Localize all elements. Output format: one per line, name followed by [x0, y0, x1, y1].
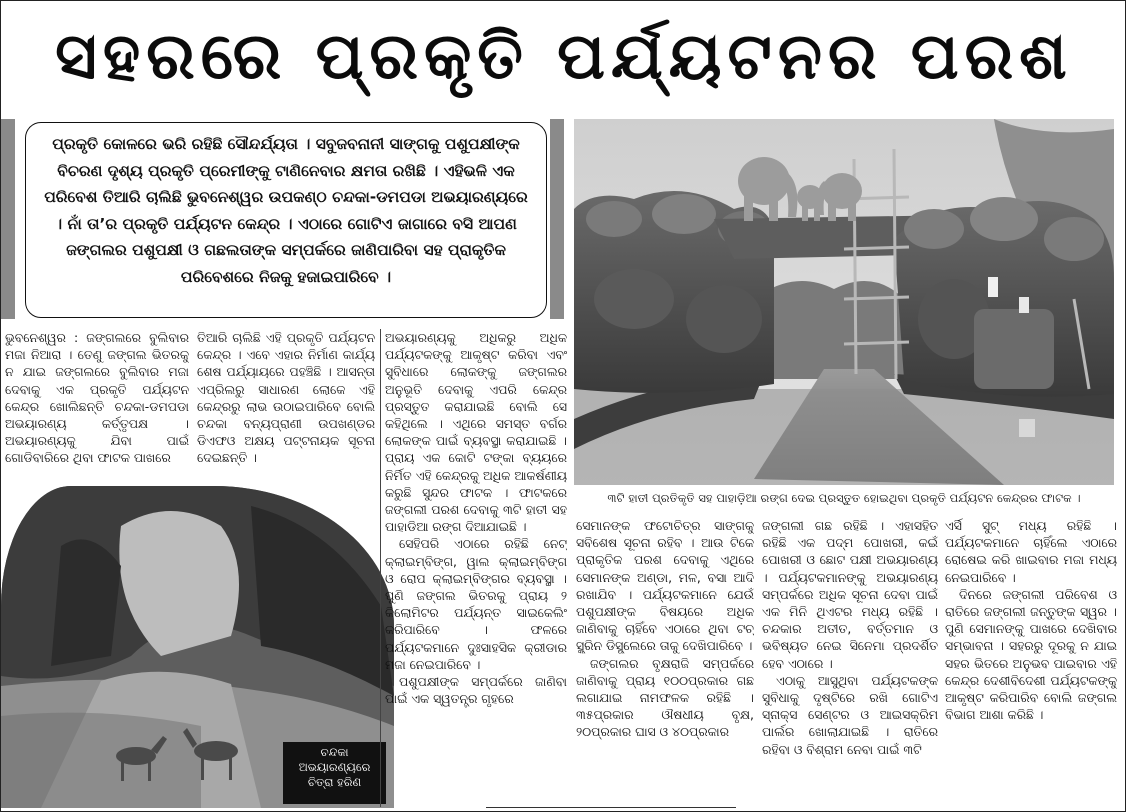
paragraph: ପଶୁପକ୍ଷୀଙ୍କ ସମ୍ପର୍କରେ ଜାଣିବା ପାଇଁ ଏକ ସ୍ୱତନ୍ତ୍ର ଗୃହରେ — [385, 674, 567, 707]
gate-image — [574, 119, 1114, 485]
intro-left-bar — [1, 119, 15, 319]
paragraph: ଏଠାକୁ ଆସୁଥିବା ପର୍ଯ୍ୟଟକଙ୍କ ସୁବିଧାକୁ ଦୃଷ୍ଟିରେ ରଖି ଗୋଟିଏ ସ୍ନାକ୍ସ ସେଣ୍ଟର ଓ ଆଇସକ୍ରିମ ପାର୍ଲର ଖୋଲାଯାଇଛି । ରାତିରେ ରହିବା ଓ ବିଶ୍ରାମ ନେବା ପାଇଁ ୩ଟି — [762, 672, 938, 757]
article-column-3 — [385, 329, 567, 807]
deer-photo-caption: ଚନ୍ଦକା ଅଭୟାରଣ୍ୟରେ ଚିତ୍ରା ହରିଣ — [283, 742, 386, 804]
paragraph: ଜଙ୍ଗଲର ବୃକ୍ଷରାଜି ସମ୍ପର୍କରେ ଜାଣିବାକୁ ପ୍ରାୟ ୧୦୦ପ୍ରକାର ଗଛ ଲଗାଯାଇ ନାମଫଳକ ରହିଛି । ୩୫ପ୍ରକାର ଔଷଧୀୟ ବୃକ୍ଷ, ୨୦ପ୍ରକାର ଘାସ ଓ ୪୦ପ୍ରକାର — [576, 655, 754, 740]
headline: ସହରରେ ପ୍ରକୃତି ପର୍ଯ୍ୟଟନର ପରଶ — [55, 20, 1073, 94]
paragraph: ଅଭୟାରଣ୍ୟକୁ ଅଧିକରୁ ଅଧିକ ପର୍ଯ୍ୟଟକଙ୍କୁ ଆକୃଷ୍ଟ କରିବା ଏବଂ ସୁବିଧାରେ ଲୋକଙ୍କୁ ଜଙ୍ଗଲର ଅନୁଭୂତି ଦେବାକୁ ଏପରି କେନ୍ଦ୍ର ପ୍ରସ୍ତୁତ କରାଯାଇଛି ବୋଲି ସେ କହିଥିଲେ । ଏଥିରେ ସମସ୍ତ ବର୍ଗର ଲୋକଙ୍କ ପାଇଁ ବ୍ୟବସ୍ଥା କରାଯାଇଛି । ପ୍ରାୟ ଏକ କୋଟି ଟଙ୍କା ବ୍ୟୟରେ ନିର୍ମିତ ଏହି କେନ୍ଦ୍ରକୁ ଅଧିକ ଆକର୍ଷଣୀୟ କରୁଛି ସୁନ୍ଦର ଫାଟକ । ଫାଟକରେ ଜଙ୍ଗଲୀ ପରଶ ଦେବାକୁ ୩ଟି ହାତୀ ସହ ପାହାଡିଆ ରଙ୍ଗ ଦିଆଯାଇଛି । — [385, 330, 567, 535]
intro-box: ପ୍ରକୃତି କୋଳରେ ଭରି ରହିଛି ସୌନ୍ଦର୍ଯ୍ୟତା । ସବୁଜବନାନୀ ସାଙ୍ଗକୁ ପଶୁପକ୍ଷୀଙ୍କ ବିଚରଣ ଦୃଶ୍ୟ ପ୍ରକୃତି ପ୍ରେମୀଙ୍କୁ ଟାଣିନେବାର କ୍ଷମତା ରଖିଛି । ଏହିଭଳି ଏକ ପରିବେଶ ତିଆରି ଚାଲିଛି ଭୁବନେଶ୍ୱର ଉପକଣ୍ଠ ଚନ୍ଦକା-ଡମପଡା ଅଭୟାରଣ୍ୟରେ । ନାଁ ତା’ର ପ୍ରକୃତି ପର୍ଯ୍ୟଟନ କେନ୍ଦ୍ର । ଏଠାରେ ଗୋଟିଏ ଜାଗାରେ ବସି ଆପଣ ଜଙ୍ଗଲର ପଶୁପକ୍ଷୀ ଓ ଗଛଲତାଙ୍କ ସମ୍ପର୍କରେ ଜାଣିପାରିବା ସହ ପ୍ରାକୃତିକ ପରିବେଶରେ ନିଜକୁ ହଜାଇପାରିବେ । — [25, 122, 547, 318]
intro-right-bar — [550, 119, 564, 319]
paragraph: ସେମାନଙ୍କ ଫଟୋଚିତ୍ର ସାଙ୍ଗକୁ ସବିଶେଷ ସୂଚନା ରହିବ । ଆଉ ଟିକେ ପ୍ରାକୃତିକ ପରଶ ଦେବାକୁ ଏଥିରେ ସେମାନଙ୍କ ଅଣ୍ଡା, ମଳ, ବସା ଆଦି ରଖାଯିବ । ପର୍ଯ୍ୟଟକମାନେ ଯେଉଁ ପଶୁପକ୍ଷୀଙ୍କ ବିଷୟରେ ଅଧିକ ଜାଣିବାକୁ ଚାହିଁବେ ଏଠାରେ ଥିବା ଟଚ୍ ସ୍କ୍ରିନ ଡିସ୍ପ୍ଲେରେ ତାକୁ ଦେଖିପାରିବେ । — [576, 518, 754, 654]
gate-photo-caption: ୩ଟି ହାତୀ ପ୍ରତିକୃତି ସହ ପାହାଡ଼ିଆ ରଙ୍ଗ ଦେଇ ପ୍ରସ୍ତୁତ ହୋଇଥିବା ପ୍ରକୃତି ପର୍ଯ୍ୟଟନ କେନ୍ଦ୍ରର ଫାଟକ । — [607, 491, 1081, 505]
paragraph: ଦିନରେ ଜଙ୍ଗଲୀ ପରିବେଶ ଓ ରାତିରେ ଜଙ୍ଗଲୀ ଜନ୍ତୁଙ୍କ ସ୍ୱର । ପୁଣି ସେମାନଙ୍କୁ ପାଖରେ ଦେଖିବାର ସମ୍ଭାବନା । ସହରରୁ ଦୂରକୁ ନ ଯାଇ ସହର ଭିତରେ ଅନୁଭବ ପାଇବାର ଏହି କେନ୍ଦ୍ର ଦେଶୀବିଦେଶୀ ପର୍ଯ୍ୟଟକଙ୍କୁ ଆକୃଷ୍ଟ କରିପାରିବ ବୋଲି ଜଙ୍ଗଲ ବିଭାଗ ଆଶା କରିଛି । — [945, 586, 1117, 723]
paragraph: ଭୁବନେଶ୍ୱର : ଜଙ୍ଗଲରେ ବୁଲିବାର ମଜା ନିଆରା । ତେଣୁ ଜଙ୍ଗଲ ଭିତରକୁ ନ ଯାଇ ଜଙ୍ଗଲରେ ବୁଲିବାର ମଜା ଦେବାକୁ ଏକ ପ୍ରକୃତି ପର୍ଯ୍ୟଟନ କେନ୍ଦ୍ର ଖୋଲିଛନ୍ତି ଚନ୍ଦକା-ଡମପଡା ଅଭୟାରଣ୍ୟ କର୍ତ୍ତୃପକ୍ଷ । ଅଭୟାରଣ୍ୟକୁ ଯିବା ପାଇଁ ଗୋଡିବାରିରେ ଥିବା ଫାଟକ ପାଖରେ — [5, 330, 189, 466]
paragraph: ତିଆରି ଚାଲିଛି ଏହି ପ୍ରକୃତି ପର୍ଯ୍ୟଟନ କେନ୍ଦ୍ର । ଏବେ ଏହାର ନିର୍ମାଣ କାର୍ଯ୍ୟ ଶେଷ ପର୍ଯ୍ୟାୟରେ ପହଞ୍ଚିଛି । ଆସନ୍ତା ଏପ୍ରିଲରୁ ସାଧାରଣ ଲୋକେ ଏହି କେନ୍ଦ୍ରରୁ ଲାଭ ଉଠାଇପାରିବେ ବୋଲି ଚନ୍ଦକା ବନ୍ୟପ୍ରାଣୀ ଉପଖଣ୍ଡର ଡିଏଫଓ ଅକ୍ଷୟ ପଟ୍ଟନାୟକ ସୂଚନା ଦେଇଛନ୍ତି । — [197, 330, 375, 466]
article-column-4 — [576, 517, 754, 807]
article-column-6 — [945, 517, 1117, 807]
article-column-2 — [197, 329, 375, 479]
column-divider — [380, 329, 381, 807]
paragraph: ଜଙ୍ଗଲୀ ଗଛ ରହିଛି । ଏହାସହିତ ରହିଛି ଏକ ପଦ୍ମ ପୋଖରୀ, କଇଁ ପୋଖରୀ ଓ ଛୋଟ ପକ୍ଷୀ ଅଭୟାରଣ୍ୟ । ପର୍ଯ୍ୟଟକମାନଙ୍କୁ ଅଭୟାରଣ୍ୟ ସମ୍ପର୍କରେ ଅଧିକ ସୂଚନା ଦେବା ପାଇଁ ଏକ ମିନି ଥିଏଟର ମଧ୍ୟ ରହିଛି । ଚନ୍ଦକାର ଅତୀତ, ବର୍ତ୍ତମାନ ଓ ଭବିଷ୍ୟତ ନେଇ ସିନେମା ପ୍ରଦର୍ଶିତ ହେବ ଏଠାରେ । — [762, 518, 938, 671]
paragraph: ସେହିପରି ଏଠାରେ ରହିଛି ନେଟ୍ କ୍ଲାଇମ୍ବିଙ୍ଗ, ୱାଲ କ୍ଲାଇମ୍ବିଙ୍ଗ ଓ ରୋପ କ୍ଲାଇମ୍ବିଙ୍ଗର ବ୍ୟବସ୍ଥା । ପୁଣି ଜଙ୍ଗଲ ଭିତରକୁ ପ୍ରାୟ ୨ କିଲୋମିଟର ପର୍ଯ୍ୟନ୍ତ ସାଇକେଲିଂ କରିପାରିବେ । ଫଳରେ ପର୍ଯ୍ୟଟକମାନେ ଦୁଃସାହସିକ କ୍ରୀଡାର ମଜା ନେଇପାରିବେ । — [385, 536, 567, 672]
article-column-5 — [762, 517, 938, 807]
gate-photo — [574, 119, 1114, 485]
article-column-1 — [5, 329, 189, 479]
bottom-rule — [486, 807, 736, 808]
paragraph: ଏର୍ସି ସୁଟ୍ ମଧ୍ୟ ରହିଛି । ପର୍ଯ୍ୟଟକମାନେ ଚାହିଁଲେ ଏଠାରେ ରୋଷେଇ କରି ଖାଇବାର ମଜା ମଧ୍ୟ ନେଇପାରିବେ । — [945, 518, 1117, 585]
